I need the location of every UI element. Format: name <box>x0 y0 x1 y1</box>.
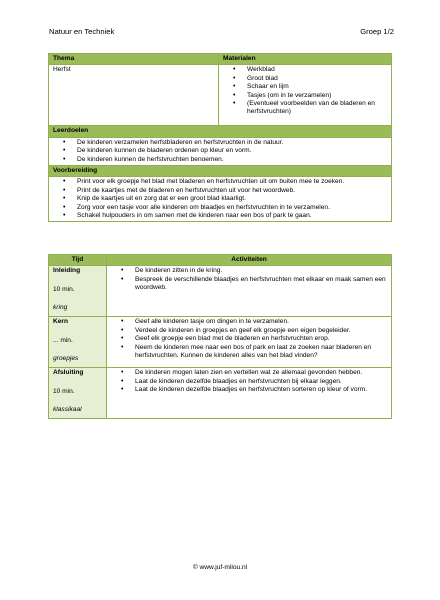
voorbereiding-item: • Zorg voor een tasje voor alle kinderen om blaadjes en herfstvruchten in te verzamelen. <box>53 204 387 212</box>
leerdoelen-cell <box>49 137 392 165</box>
activity-item: • Geef alle kinderen tasje om dingen in te verzamelen. <box>111 318 387 326</box>
activities-list <box>111 267 387 292</box>
lesson-info-table <box>48 53 392 222</box>
leerdoelen-header-row <box>49 126 392 137</box>
materialen-item: • Schaar en lijm <box>223 83 387 91</box>
materialen-list <box>223 66 387 116</box>
inleiding-time-cell <box>49 266 107 317</box>
afsluiting-activities-cell <box>107 368 392 419</box>
materialen-cell <box>219 65 392 126</box>
phase-label: Inleiding <box>53 267 81 275</box>
activity-item: • De kinderen zitten in de kring. <box>111 267 387 275</box>
phase-mode: groepjes <box>53 355 79 363</box>
kern-activities-cell <box>107 317 392 368</box>
voorbereiding-cell <box>49 177 392 222</box>
voorbereiding-item: • Knip de kaartjes uit en zorg dat er een groot blad klaarligt. <box>53 195 387 203</box>
kern-time-cell <box>49 317 107 368</box>
leerdoelen-list <box>53 139 387 164</box>
document-header-group: Groep 1/2 <box>360 27 394 36</box>
schedule-table <box>48 254 392 419</box>
voorbereiding-label: Voorbereiding <box>49 166 392 177</box>
phase-label: Kern <box>53 318 69 326</box>
voorbereiding-list <box>53 178 387 220</box>
phase-mode: klassikaal <box>53 406 82 414</box>
activities-list <box>111 318 387 360</box>
phase-duration: 10 min. <box>53 285 75 293</box>
leerdoelen-content-row <box>49 137 392 165</box>
thema-label: Thema <box>49 54 219 65</box>
materialen-item: • Tasjes (om in te verzamelen) <box>223 92 387 100</box>
materialen-item: • Werkblad <box>223 66 387 74</box>
inleiding-activities-cell <box>107 266 392 317</box>
voorbereiding-header-row <box>49 166 392 177</box>
leerdoelen-label: Leerdoelen <box>49 126 392 137</box>
phase-duration: 10 min. <box>53 387 75 395</box>
leerdoelen-item: • De kinderen kunnen de herfstvruchten benoemen. <box>53 156 387 164</box>
phase-duration: ... min. <box>53 336 73 344</box>
materialen-label: Materialen <box>219 54 392 65</box>
schedule-header-row <box>49 255 392 266</box>
thema-value: Herfst <box>49 65 219 126</box>
activities-list <box>111 369 387 394</box>
afsluiting-time-cell <box>49 368 107 419</box>
materialen-item: • Groot blad <box>223 75 387 83</box>
schedule-row-afsluiting <box>49 368 392 419</box>
activity-item: • Laat de kinderen dezelfde blaadjes en herfstvruchten bij elkaar leggen. <box>111 378 387 386</box>
footer-copyright: © www.juf-milou.nl <box>192 564 248 571</box>
phase-label: Afsluiting <box>53 369 84 377</box>
activity-item: • Neem de kinderen mee naar een bos of park en laat ze zoeken naar bladeren en herfstvruchten. Kunnen de kinderen alles van het blad vinden? <box>111 344 387 361</box>
col-tijd-header: Tijd <box>49 255 107 266</box>
schedule-row-inleiding <box>49 266 392 317</box>
activity-item: • Geef elk groepje een blad met de bladeren en herfstvruchten erop. <box>111 335 387 343</box>
voorbereiding-item: • Print de kaartjes met de bladeren en herfstvruchten uit voor het woordweb. <box>53 187 387 195</box>
activity-item: • Bespreek de verschillende blaadjes en herfstvruchten met elkaar en maak samen een woordweb. <box>111 276 387 293</box>
voorbereiding-item: • Schakel hulpouders in om samen met de kinderen naar een bos of park te gaan. <box>53 212 387 220</box>
document-header-subject: Natuur en Techniek <box>49 27 115 36</box>
thema-header-row <box>49 54 392 65</box>
voorbereiding-content-row <box>49 177 392 222</box>
schedule-row-kern <box>49 317 392 368</box>
activity-item: • Laat de kinderen dezelfde blaadjes en herfstvruchten sorteren op kleur of vorm. <box>111 386 387 394</box>
activity-item: • De kinderen mogen laten zien en vertellen wat ze allemaal gevonden hebben. <box>111 369 387 377</box>
materialen-item: • (Eventueel voorbeelden van de bladeren en herfstvruchten) <box>223 100 387 117</box>
col-activiteiten-header: Activiteiten <box>107 255 392 266</box>
activity-item: • Verdeel de kinderen in groepjes en geef elk groepje een eigen begeleider. <box>111 327 387 335</box>
phase-mode: kring <box>53 304 68 312</box>
leerdoelen-item: • De kinderen verzamelen herfstbladeren en herfstvruchten in de natuur. <box>53 139 387 147</box>
thema-content-row <box>49 65 392 126</box>
leerdoelen-item: • De kinderen kunnen de bladeren ordenen op kleur en vorm. <box>53 147 387 155</box>
voorbereiding-item: • Print voor elk groepje het blad met bladeren en herfstvruchten uit om buiten mee te zoeken. <box>53 178 387 186</box>
